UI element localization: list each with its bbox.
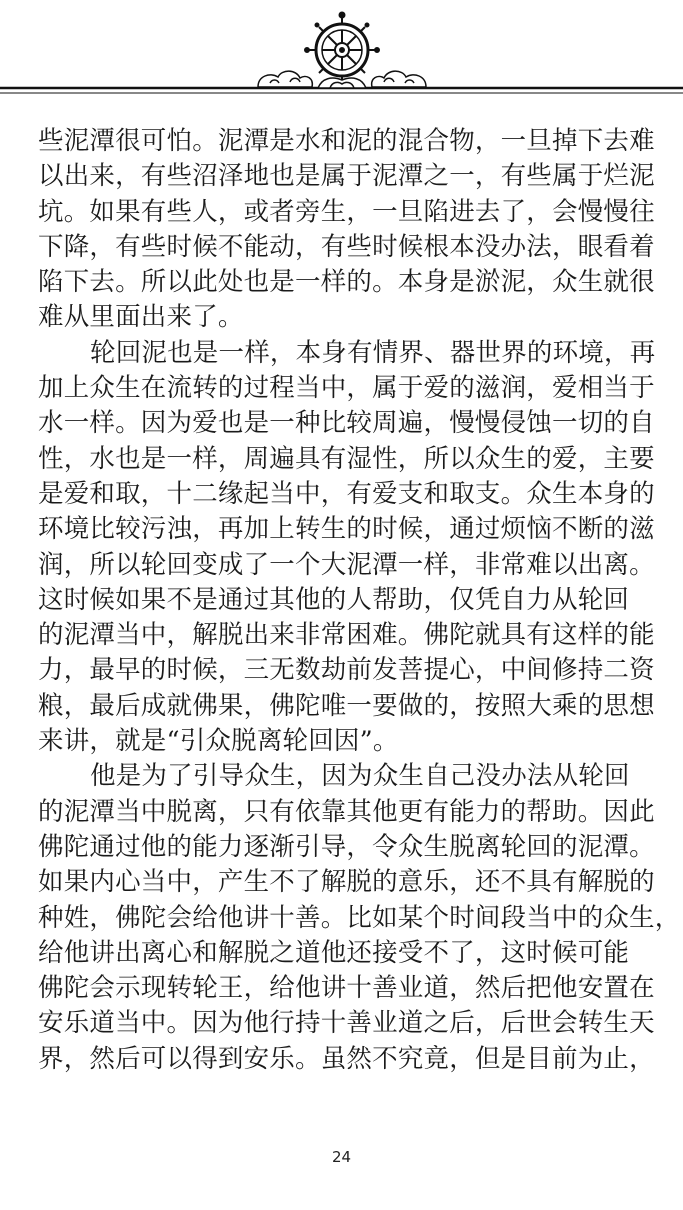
text-line: 环境比较污浊，再加上转生的时候，通过烦恼不断的滋 — [38, 514, 655, 545]
text-line: 加上众生在流转的过程当中，属于爱的滋润，爱相当于 — [38, 373, 655, 404]
text-line: 给他讲出离心和解脱之道他还接受不了，这时候可能 — [38, 937, 630, 968]
header-border — [0, 0, 683, 110]
text-line: 来讲，就是“引众脱离轮回因”。 — [38, 726, 399, 757]
text-line: 些泥潭很可怕。泥潭是水和泥的混合物，一旦掉下去难 — [38, 126, 655, 156]
text-line: 力，最早的时候，三无数劫前发菩提心，中间修持二资 — [38, 655, 655, 686]
right-cloud-icon — [372, 71, 426, 87]
text-line: 他是为了引导众生，因为众生自己没办法从轮回 — [90, 761, 630, 792]
text-line: 这时候如果不是通过其他的人帮助，仅凭自力从轮回 — [38, 584, 630, 615]
text-line: 种姓，佛陀会给他讲十善。比如某个时间段当中的众生， — [38, 902, 681, 933]
text-line: 佛陀会示现转轮王，给他讲十善业道，然后把他安置在 — [38, 973, 655, 1004]
text-line: 水一样。因为爱也是一种比较周遍，慢慢侵蚀一切的自 — [38, 408, 655, 439]
text-line: 以出来，有些沼泽地也是属于泥潭之一，有些属于烂泥 — [38, 161, 655, 192]
text-line: 陷下去。所以此处也是一样的。本身是淤泥，众生就很 — [38, 267, 655, 298]
text-line: 性，水也是一样，周遍具有湿性，所以众生的爱，主要 — [38, 443, 655, 474]
text-line: 如果内心当中，产生不了解脱的意乐，还不具有解脱的 — [38, 867, 655, 898]
text-line: 的泥潭当中脱离，只有依靠其他更有能力的帮助。因此 — [38, 796, 655, 827]
text-line: 坑。如果有些人，或者旁生，一旦陷进去了，会慢慢往 — [38, 196, 655, 227]
text-line: 界，然后可以得到安乐。虽然不究竟，但是目前为止， — [38, 1043, 655, 1074]
text-line: 的泥潭当中，解脱出来非常困难。佛陀就具有这样的能 — [38, 620, 655, 651]
text-line: 佛陀通过他的能力逐渐引导，令众生脱离轮回的泥潭。 — [38, 831, 655, 862]
left-cloud-icon — [258, 71, 312, 87]
text-line: 是爱和取，十二缘起当中，有爱支和取支。众生本身的 — [38, 478, 655, 509]
page-header-ornament — [0, 0, 683, 110]
text-line: 下降，有些时候不能动，有些时候根本没办法，眼看着 — [38, 231, 655, 262]
body-text — [38, 124, 681, 1077]
page-number: 24 — [331, 1148, 352, 1166]
text-line: 粮，最后成就佛果，佛陀唯一要做的，按照大乘的思想 — [38, 690, 655, 721]
text-line: 安乐道当中。因为他行持十善业道之后，后世会转生天 — [38, 1008, 655, 1039]
dharma-wheel-icon — [305, 12, 380, 80]
text-line: 轮回泥也是一样，本身有情界、器世界的环境，再 — [90, 337, 656, 368]
text-line: 润，所以轮回变成了一个大泥潭一样，非常难以出离。 — [38, 549, 655, 580]
text-line: 难从里面出来了。 — [38, 302, 244, 333]
